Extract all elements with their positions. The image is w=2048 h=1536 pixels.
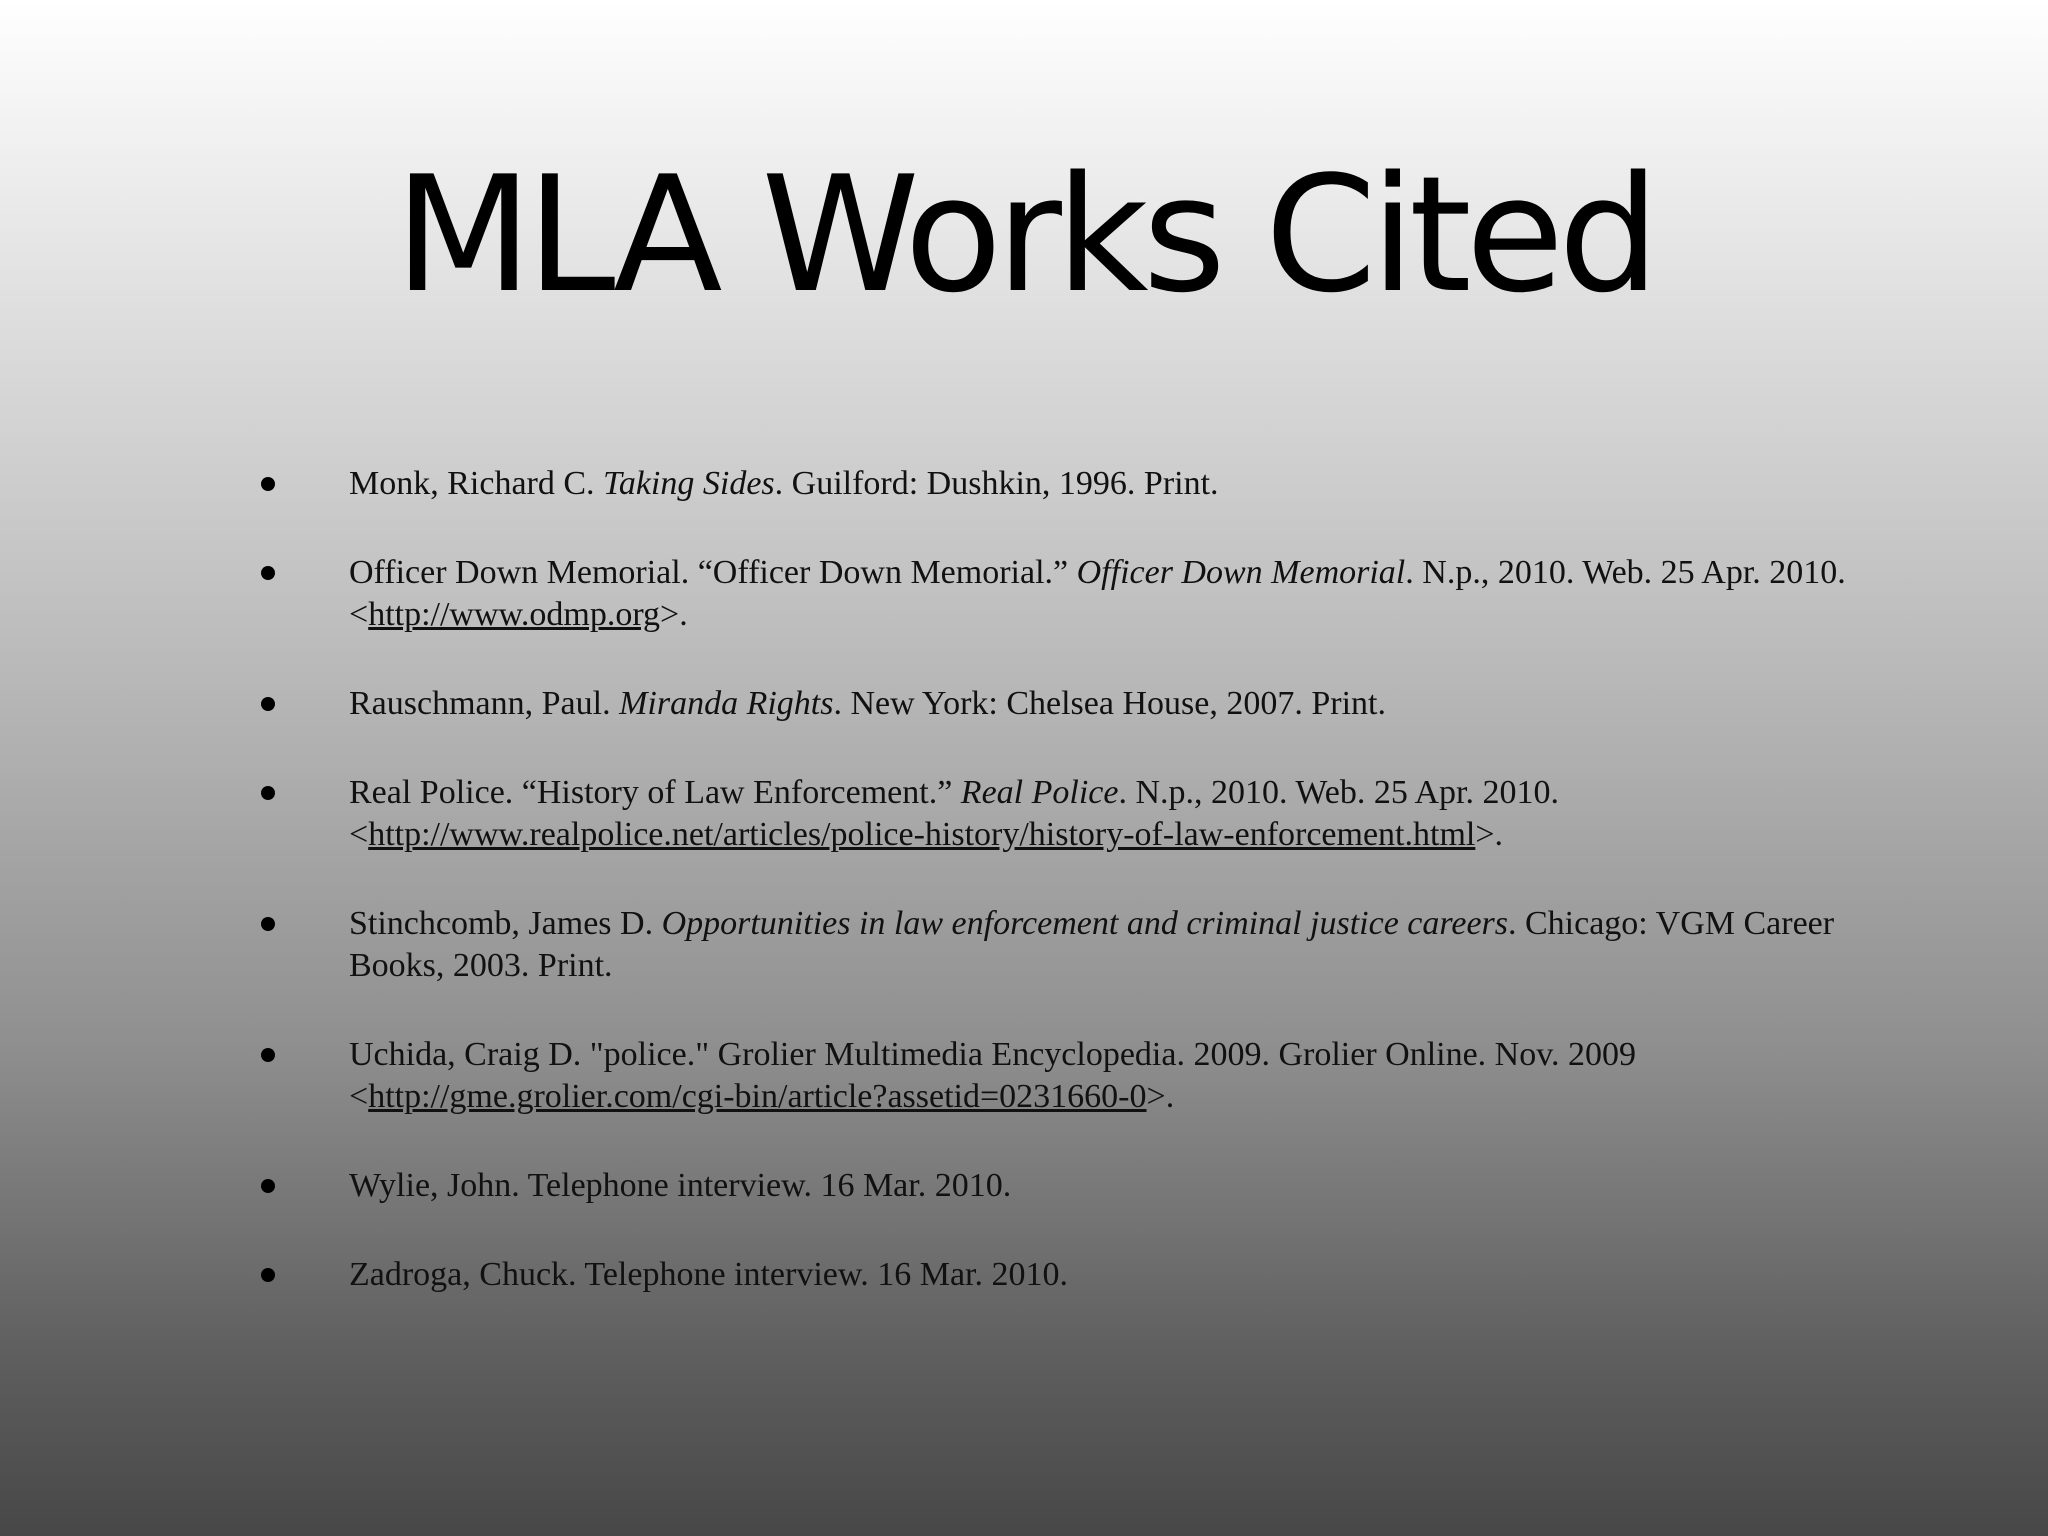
citation-title: Officer Down Memorial — [1076, 554, 1406, 591]
citation-text: >. — [660, 596, 688, 633]
citation-title: Opportunities in law enforcement and criminal justice careers — [661, 905, 1508, 942]
citation-item — [249, 1034, 1849, 1118]
citation-text: >. — [1146, 1078, 1175, 1115]
bullet-icon — [261, 786, 275, 800]
citation-item — [249, 683, 1849, 725]
bullet-icon — [261, 1048, 275, 1062]
citation-link[interactable]: http://gme.grolier.com/cgi-bin/article?assetid=0231660-0 — [368, 1078, 1147, 1115]
citation-text: . Guilford: Dushkin, 1996. Print. — [774, 465, 1219, 502]
citation-item — [249, 1165, 1849, 1207]
citation-text: Real Police. “History of Law Enforcement.” — [349, 774, 961, 811]
bullet-icon — [261, 1179, 275, 1193]
citation-text: >. — [1475, 816, 1504, 853]
citation-text: Stinchcomb, James D. — [349, 905, 662, 942]
citation-text: . New York: Chelsea House, 2007. Print. — [833, 685, 1386, 722]
citation-link[interactable]: http://www.odmp.org — [368, 596, 661, 633]
citation-item — [249, 463, 1849, 505]
citation-item — [249, 552, 1849, 636]
citation-text: . Chicago: VGM Career Books, 2003. Print. — [349, 905, 1835, 984]
citation-item — [249, 772, 1849, 856]
slide-title: MLA Works Cited — [394, 141, 1654, 328]
citation-item — [249, 1254, 1849, 1296]
bullet-icon — [261, 1268, 275, 1282]
citation-text: Monk, Richard C. — [349, 465, 604, 502]
bullet-icon — [261, 477, 275, 491]
citation-title: Miranda Rights — [619, 685, 834, 722]
citation-list — [249, 463, 1849, 1343]
bullet-icon — [261, 917, 275, 931]
bullet-icon — [261, 697, 275, 711]
citation-text: Rauschmann, Paul. — [349, 685, 620, 722]
citation-item — [249, 903, 1849, 987]
citation-text: Uchida, Craig D. "police." Grolier Multimedia Encyclopedia. 2009. Grolier Online. Nov. 2009 < — [349, 1036, 1637, 1115]
citation-text: Officer Down Memorial. “Officer Down Memorial.” — [349, 554, 1077, 591]
citation-link[interactable]: http://www.realpolice.net/articles/police-history/history-of-law-enforcement.html — [368, 816, 1476, 853]
bullet-icon — [261, 566, 275, 580]
citation-text: Wylie, John. Telephone interview. 16 Mar. 2010. — [349, 1167, 1012, 1204]
citation-text: . N.p., 2010. Web. 25 Apr. 2010. < — [349, 774, 1559, 853]
citation-text: Zadroga, Chuck. Telephone interview. 16 Mar. 2010. — [349, 1256, 1068, 1293]
citation-title: Real Police — [960, 774, 1119, 811]
citation-text: . N.p., 2010. Web. 25 Apr. 2010. < — [349, 554, 1846, 633]
citation-title: Taking Sides — [603, 465, 775, 502]
